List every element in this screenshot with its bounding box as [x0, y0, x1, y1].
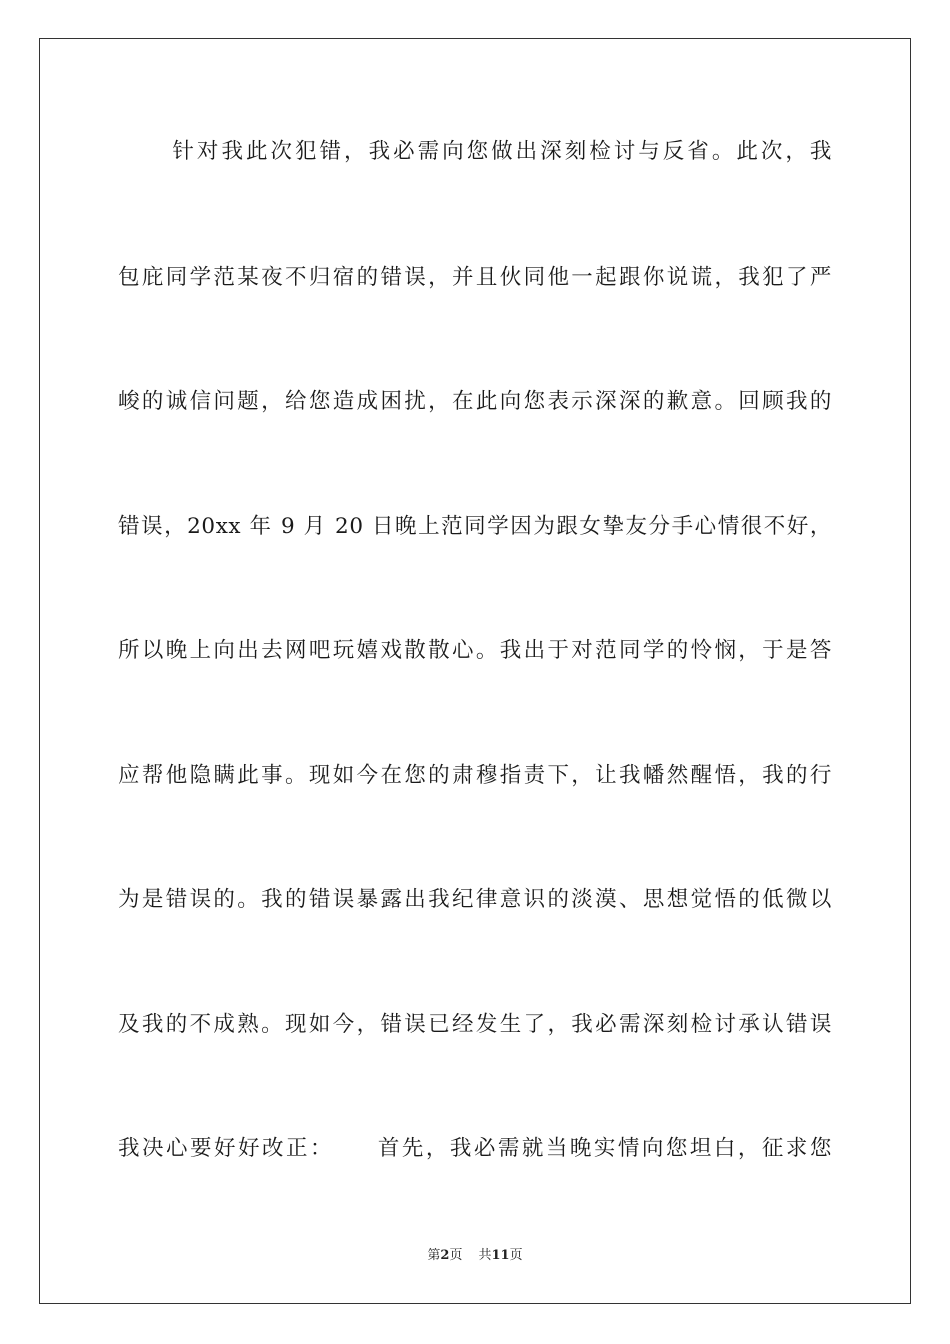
paragraph-line-8: 及我的不成熟。现如今，错误已经发生了，我必需深刻检讨承认错误: [118, 1012, 832, 1037]
line-text: 我决心要好好改正：: [118, 1136, 334, 1161]
footer-total-prefix: 共: [478, 1248, 492, 1263]
line-text-continuation: 首先，我必需就当晚实情向您坦白，征求您: [376, 1136, 832, 1161]
page-footer: [0, 1247, 950, 1265]
footer-prefix: 第: [427, 1248, 441, 1263]
page-border: [39, 38, 911, 1304]
footer-total-suffix: 页: [509, 1248, 523, 1263]
paragraph-line-5: 所以晚上向出去网吧玩嬉戏散散心。我出于对范同学的怜悯，于是答: [118, 638, 832, 663]
paragraph-line-2: 包庇同学范某夜不归宿的错误，并且伙同他一起跟你说谎，我犯了严: [118, 265, 832, 290]
paragraph-line-4: 错误，20xx 年 9 月 20 日晚上范同学因为跟女挚友分手心情很不好，: [118, 514, 832, 539]
paragraph-line-1: [118, 138, 832, 166]
paragraph-line-9: [118, 1135, 832, 1163]
footer-page-number: 2: [440, 1248, 450, 1263]
paragraph-line-7: 为是错误的。我的错误暴露出我纪律意识的淡漠、思想觉悟的低微以: [118, 887, 832, 912]
line-text: 针对我此次犯错，我必需向您做出深刻检讨与反省。此次，我: [170, 139, 832, 164]
footer-page-suffix: 页: [449, 1248, 463, 1263]
paragraph-line-6: 应帮他隐瞒此事。现如今在您的肃穆指责下，让我幡然醒悟，我的行: [118, 763, 832, 788]
footer-total-pages: 11: [491, 1248, 510, 1263]
paragraph-line-3: 峻的诚信问题，给您造成困扰，在此向您表示深深的歉意。回顾我的: [118, 389, 832, 414]
